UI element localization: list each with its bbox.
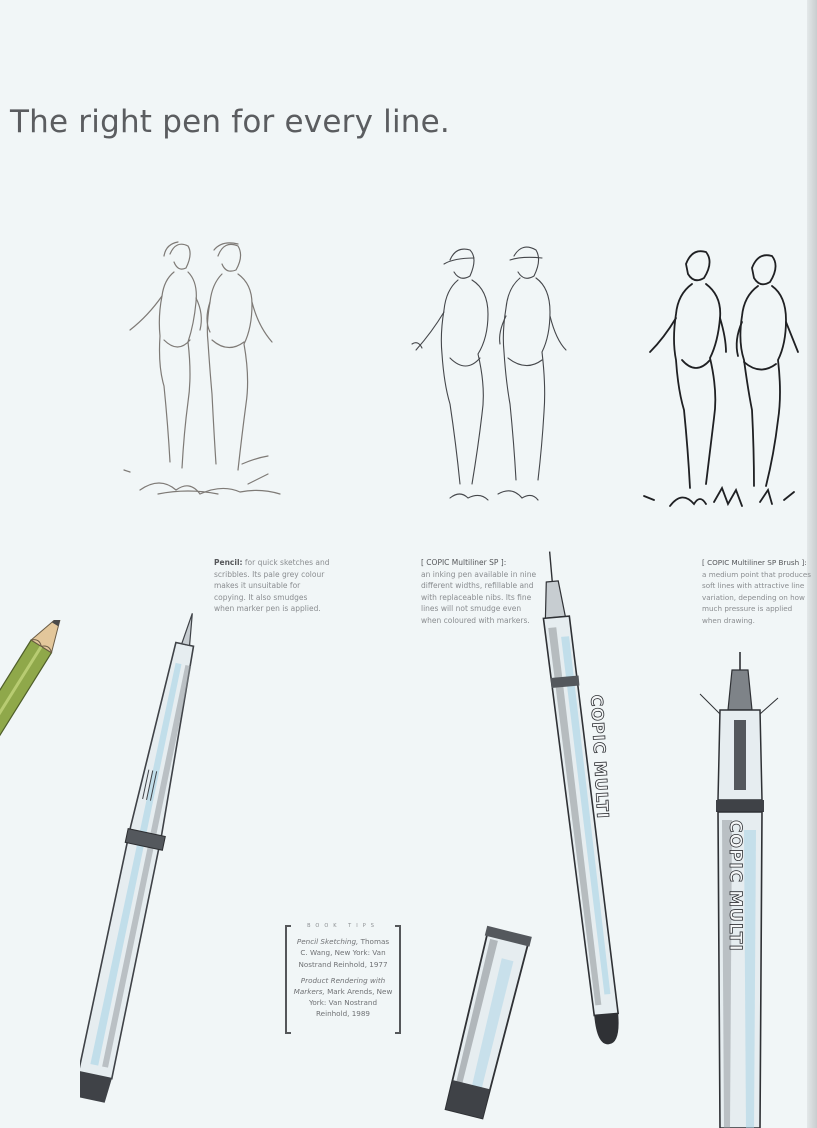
book-details: Thomas C. Wang, New York: Van Nostrand Reinhold, 1977 [298, 937, 390, 969]
caption-multiliner [421, 557, 546, 627]
caption-line: for quick sketches and [242, 558, 330, 567]
page-title: The right pen for every line. [10, 104, 450, 140]
caption-lead: [ COPIC Multiliner SP Brush ]: [702, 558, 807, 567]
book-tip-1 [293, 936, 393, 970]
bracket-left [285, 925, 291, 1034]
caption-brush [702, 557, 812, 627]
pencil-figures-sketch [118, 232, 288, 507]
book-title: Pencil Sketching, [296, 937, 359, 947]
multiliner-pen-illustration [535, 545, 645, 1050]
multiliner-figures-sketch [410, 240, 575, 510]
brush-pen-illustration [690, 650, 790, 1128]
caption-line: much pressure is applied [702, 604, 793, 614]
brush-figures-sketch [640, 244, 805, 514]
caption-line: variation, depending on how [702, 592, 805, 602]
pen-cap-illustration [425, 925, 535, 1125]
book-tips-box [285, 925, 401, 1034]
pen-illustration [80, 600, 205, 1115]
caption-line: different widths, refillable and [421, 581, 534, 591]
caption-pencil [214, 557, 334, 615]
caption-line: when marker pen is applied. [214, 604, 321, 614]
caption-line: an inking pen available in nine [421, 569, 537, 579]
caption-line: with replaceable nibs. Its fine [421, 592, 532, 602]
caption-line: copying. It also smudges [214, 592, 308, 602]
caption-line: lines will not smudge even [421, 604, 522, 614]
book-tips-heading: BOOK TIPS [307, 923, 379, 929]
book-title: Product Rendering with Markers, [293, 975, 386, 997]
caption-line: scribbles. Its pale grey colour [214, 569, 325, 579]
caption-lead: [ COPIC Multiliner SP ]: [421, 558, 507, 567]
book-tip-2 [293, 975, 393, 1020]
caption-lead: Pencil: [214, 558, 243, 567]
caption-line: soft lines with attractive line [702, 581, 805, 591]
caption-line: when drawing. [702, 615, 755, 625]
caption-line: a medium point that produces [702, 569, 812, 579]
caption-line: makes it unsuitable for [214, 581, 301, 591]
pen-barrel-label: COPIC MULTI [587, 694, 613, 820]
book-details: Mark Arends, New York: Van Nostrand Reinhold, 1989 [308, 987, 393, 1019]
pen-barrel-label: COPIC MULTI [725, 820, 745, 952]
caption-line: when coloured with markers. [421, 615, 530, 625]
bracket-right [395, 925, 401, 1034]
